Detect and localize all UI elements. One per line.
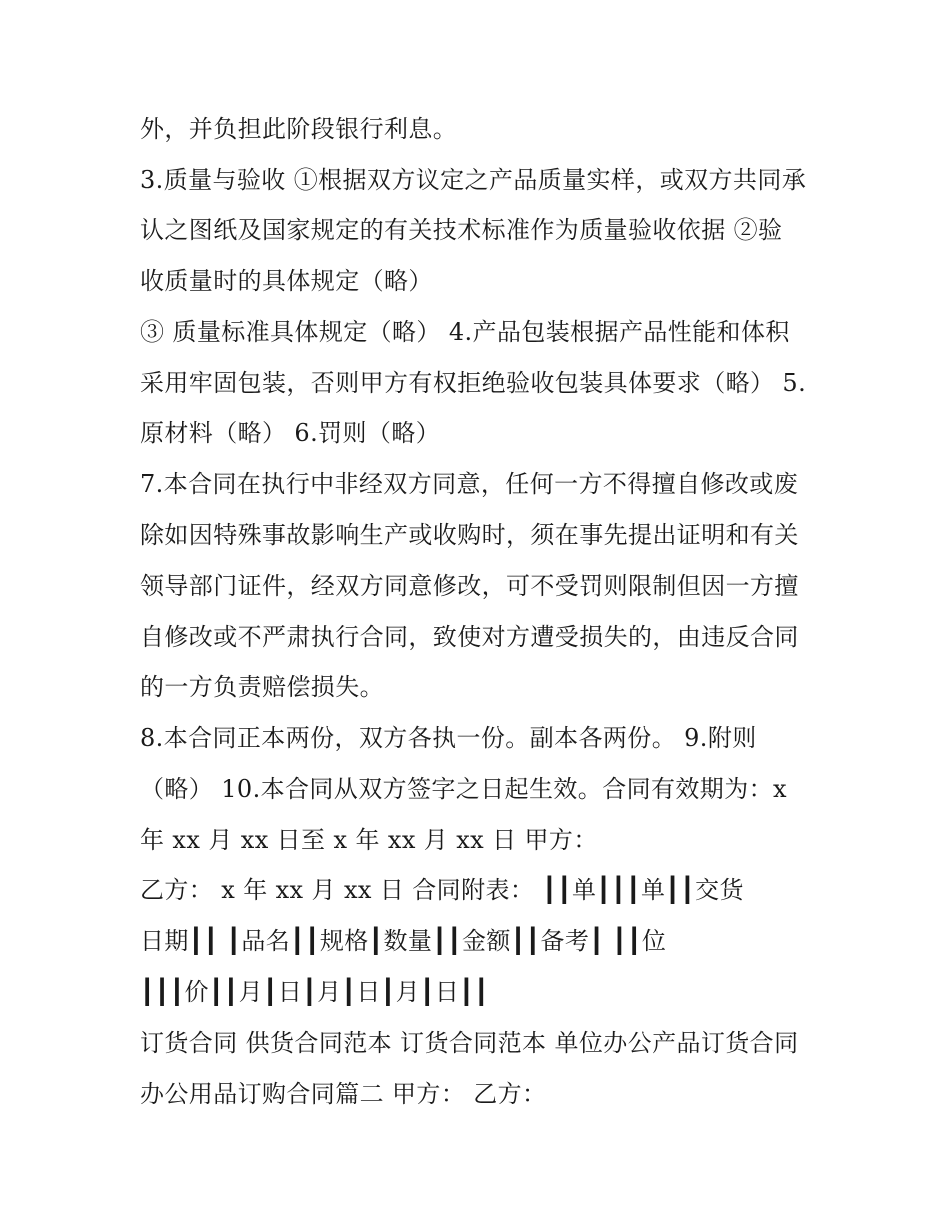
paragraph-line: 的一方负责赔偿损失。: [140, 673, 384, 701]
paragraph-line: 订货合同 供货合同范本 订货合同范本 单位办公产品订货合同: [140, 1029, 799, 1057]
paragraph-line: 原材料（略） 6.罚则（略）: [140, 419, 441, 447]
paragraph-line: 年 xx 月 xx 日至 x 年 xx 月 xx 日 甲方：: [140, 826, 598, 854]
paragraph-line: 除如因特殊事故影响生产或收购时，须在事先提出证明和有关: [140, 521, 799, 549]
paragraph-line: 8.本合同正本两份，双方各执一份。副本各两份。 9.附则: [140, 724, 757, 752]
paragraph-line: 外，并负担此阶段银行利息。: [140, 115, 458, 143]
paragraph-line: （略） 10.本合同从双方签字之日起生效。合同有效期为：x: [140, 775, 787, 803]
paragraph-line: 办公用品订购合同篇二 甲方： 乙方：: [140, 1080, 547, 1108]
paragraph-line: 领导部门证件，经双方同意修改，可不受罚则限制但因一方擅: [140, 572, 799, 600]
paragraph-line: ┃┃┃价┃┃月┃日┃月┃日┃月┃日┃┃: [140, 978, 489, 1006]
paragraph-line: 收质量时的具体规定（略）: [140, 267, 433, 295]
paragraph-line: 3.质量与验收 ①根据双方议定之产品质量实样，或双方共同承: [140, 166, 807, 194]
paragraph-line: 自修改或不严肃执行合同，致使对方遭受损失的，由违反合同: [140, 623, 799, 651]
paragraph-line: 7.本合同在执行中非经双方同意，任何一方不得擅自修改或废: [140, 470, 799, 498]
paragraph-line: 采用牢固包装，否则甲方有权拒绝验收包装具体要求（略） 5.: [140, 369, 807, 397]
paragraph-line: 认之图纸及国家规定的有关技术标准作为质量验收依据 ②验: [140, 216, 783, 244]
paragraph-line: ③ 质量标准具体规定（略） 4.产品包装根据产品性能和体积: [140, 318, 790, 346]
paragraph-line: 乙方： x 年 xx 月 xx 日 合同附表： ┃┃单┃┃┃单┃┃交货: [140, 876, 744, 904]
paragraph-line: 日期┃┃ ┃品名┃┃规格┃数量┃┃金额┃┃备考┃ ┃┃位: [140, 927, 667, 955]
